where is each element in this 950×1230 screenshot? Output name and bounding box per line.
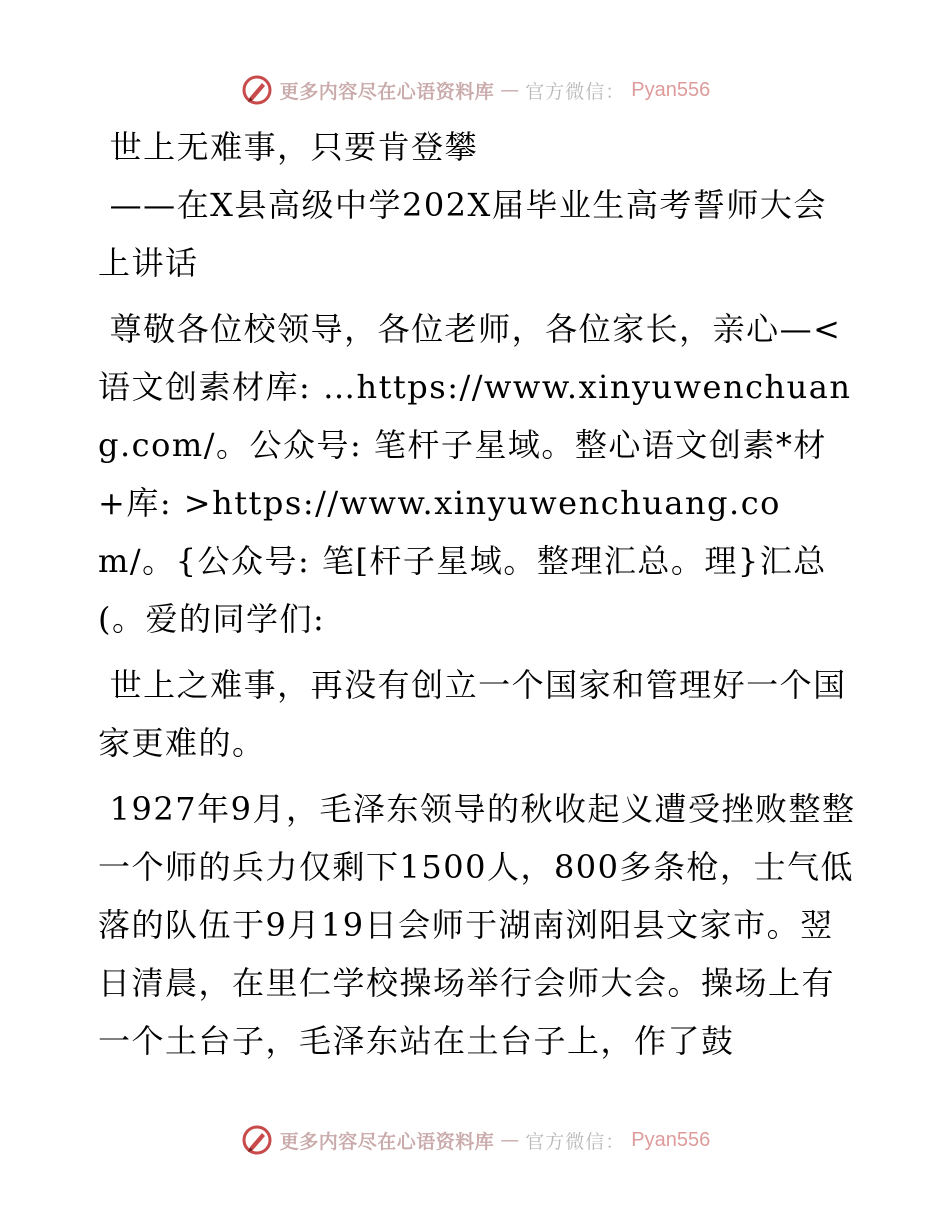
- document-subtitle: ——在X县高级中学202X届毕业生高考誓师大会上讲话: [98, 186, 827, 282]
- separator: —: [500, 79, 520, 101]
- greeting-paragraph: 尊敬各位校领导，各位老师，各位家长，亲心—<语文创素材库: …https://www.xinyuwenchuang.com/。公众号: 笔杆子星域。整心语文创素*材+库: >https://www.xinyuwenchuang.com/。{公众号: 笔[杆子星域。整理汇总。理}汇总(。爱的同学们:: [98, 310, 852, 638]
- footer-watermark: [0, 1120, 950, 1160]
- document-body: [98, 118, 858, 1078]
- wechat-id: Pyan556: [631, 1128, 711, 1151]
- official-label: 官方微信：: [525, 80, 626, 103]
- header-watermark: [0, 70, 950, 110]
- body-paragraph: 世上之难事，再没有创立一个国家和管理好一个国家更难的。: [98, 666, 847, 762]
- promo-text: 更多内容尽在心语资料库: [279, 80, 495, 103]
- separator: —: [500, 1129, 520, 1151]
- pen-logo-icon: [240, 73, 274, 107]
- wechat-id: Pyan556: [631, 78, 711, 101]
- official-label: 官方微信：: [525, 1130, 626, 1153]
- document-title: 世上无难事，只要肯登攀: [98, 128, 479, 166]
- pen-logo-icon: [240, 1123, 274, 1157]
- promo-text: 更多内容尽在心语资料库: [279, 1130, 495, 1153]
- body-paragraph: 1927年9月，毛泽东领导的秋收起义遭受挫败整整一个师的兵力仅剩下1500人，800多条枪，士气低落的队伍于9月19日会师于湖南浏阳县文家市。翌日清晨，在里仁学校操场举行会师大会。操场上有一个土台子，毛泽东站在土台子上，作了鼓: [98, 790, 856, 1060]
